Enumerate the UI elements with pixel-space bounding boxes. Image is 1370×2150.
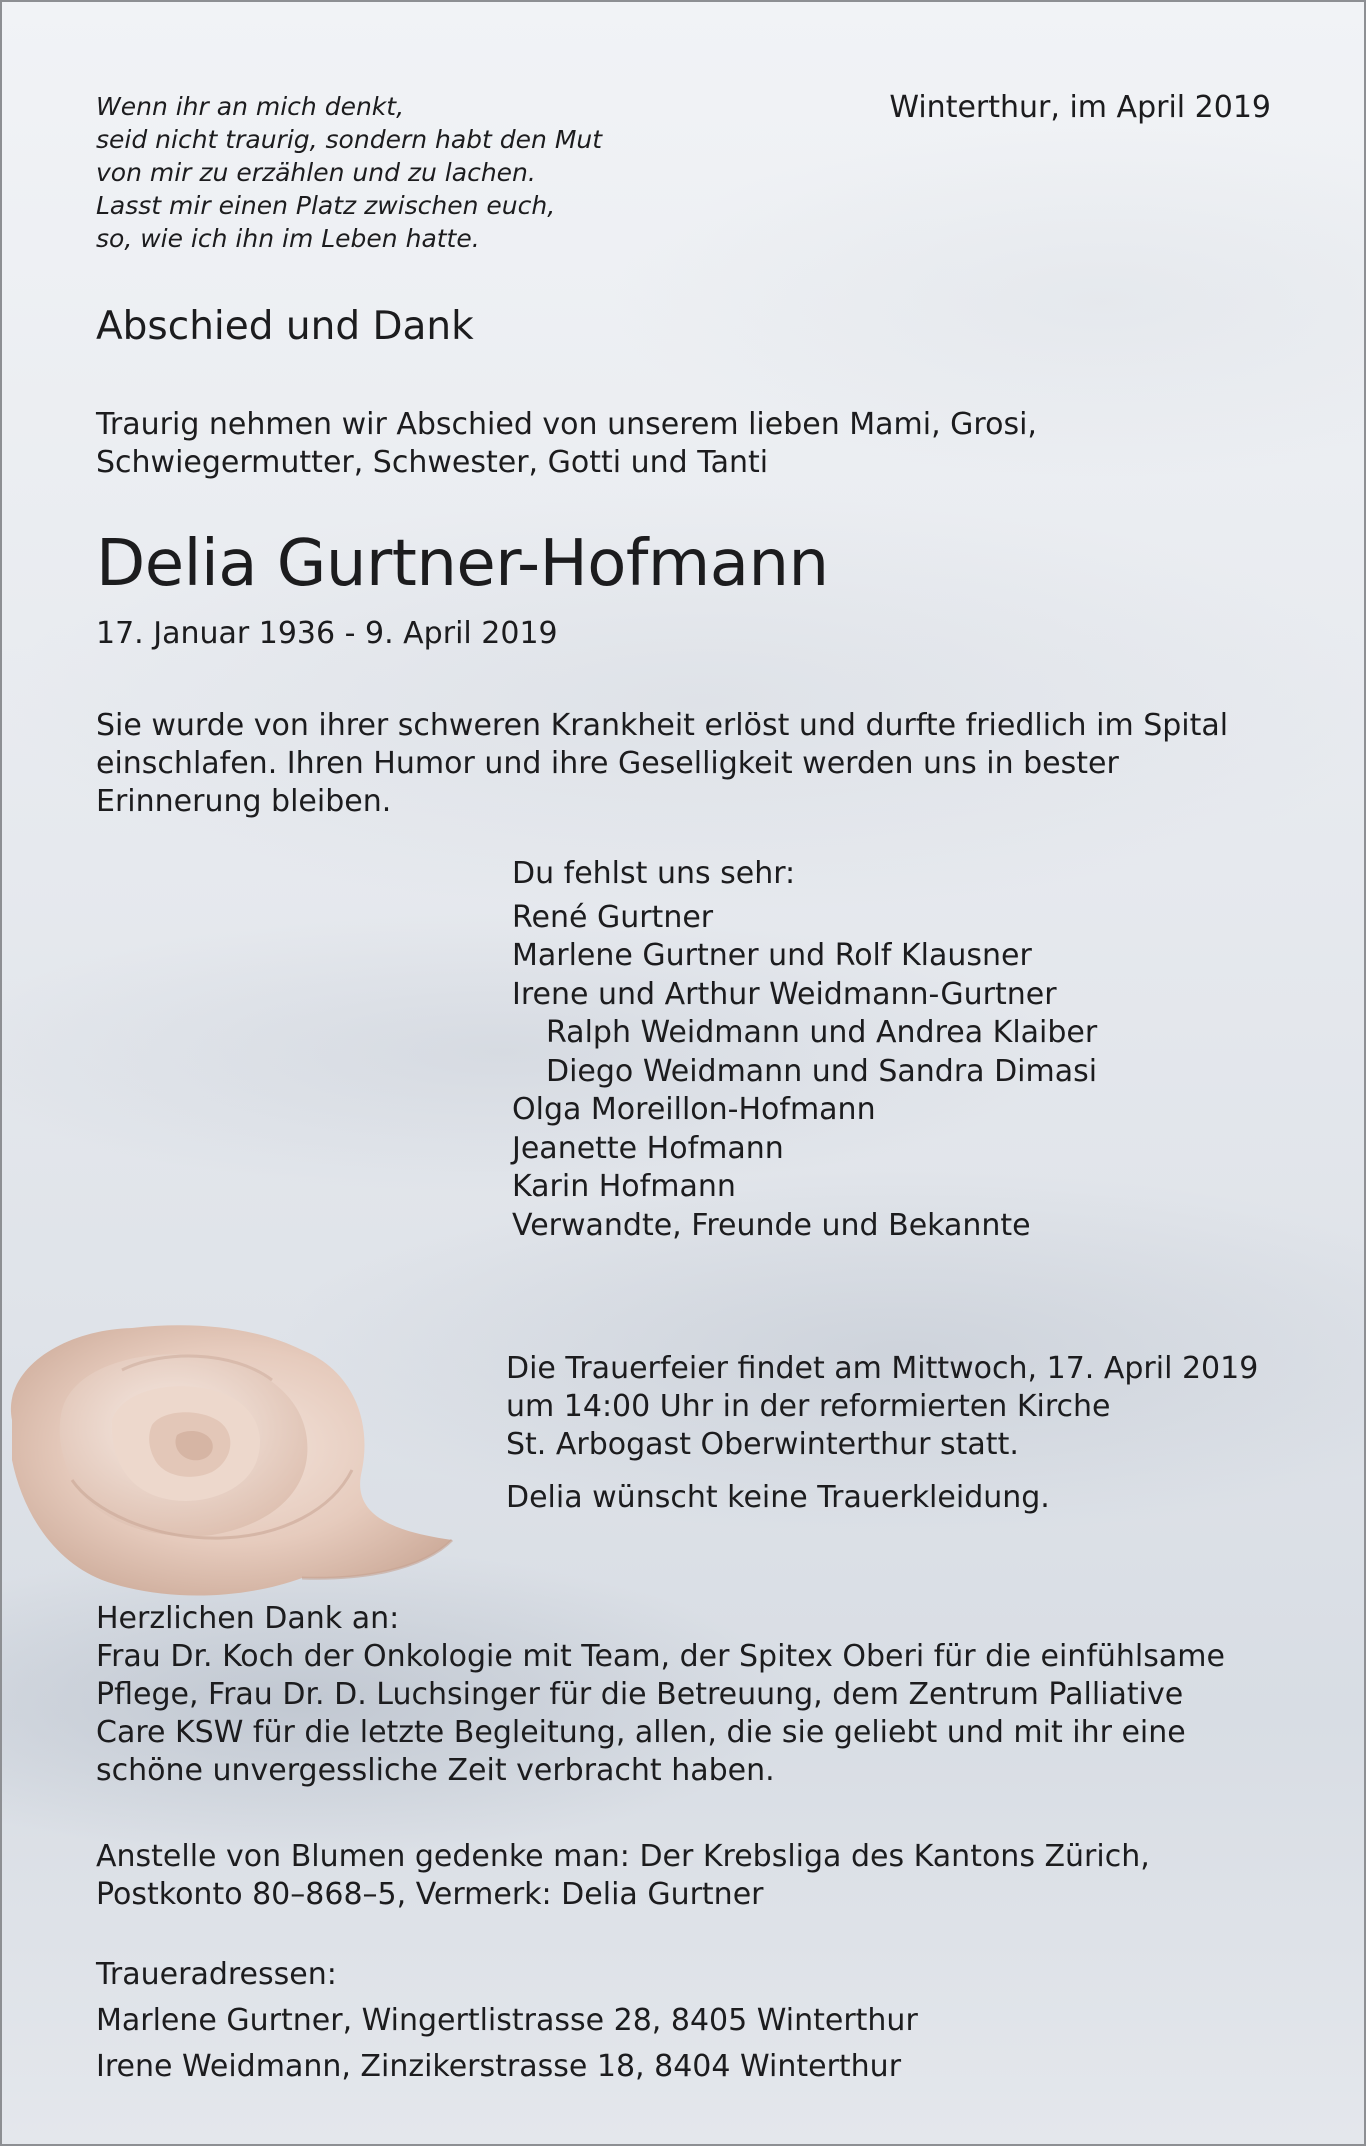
poem-line: von mir zu erzählen und zu lachen.: [96, 158, 536, 187]
rose-image: [2, 1310, 472, 1610]
mourner-name: Jeanette Hofmann: [512, 1130, 784, 1166]
thanks-line: schöne unvergessliche Zeit verbracht haben.: [96, 1753, 775, 1788]
mourner-name: Olga Moreillon-Hofmann: [512, 1092, 876, 1127]
funeral-line: St. Arbogast Oberwinterthur statt.: [506, 1427, 1019, 1462]
donation-note: [96, 1838, 1150, 1914]
mourner-name: René Gurtner: [512, 899, 714, 935]
body-text: [96, 707, 1228, 821]
mourner-name: Verwandte, Freunde und Bekannte: [512, 1207, 1031, 1243]
dateline: Winterthur, im April 2019: [889, 90, 1271, 125]
funeral-line: Die Trauerfeier findet am Mittwoch, 17. April 2019: [506, 1351, 1259, 1386]
deceased-name: Delia Gurtner-Hofmann: [96, 527, 829, 601]
poem-line: Wenn ihr an mich denkt,: [96, 92, 405, 121]
mourner-name: Ralph Weidmann und Andrea Klaiber: [546, 1015, 1098, 1050]
intro-line: Schwiegermutter, Schwester, Gotti und Tanti: [96, 445, 769, 480]
thanks-line: Frau Dr. Koch der Onkologie mit Team, der Spitex Oberi für die einfühlsame: [96, 1639, 1225, 1674]
life-dates: 17. Januar 1936 - 9. April 2019: [96, 616, 558, 651]
donation-line: Anstelle von Blumen gedenke man: Der Krebsliga des Kantons Zürich,: [96, 1839, 1150, 1874]
thanks-section: [96, 1600, 1225, 1790]
body-line: Sie wurde von ihrer schweren Krankheit erlöst und durfte friedlich im Spital: [96, 708, 1229, 743]
funeral-line: um 14:00 Uhr in der reformierten Kirche: [506, 1389, 1111, 1424]
donation-line: Postkonto 80–868–5, Vermerk: Delia Gurtner: [96, 1877, 764, 1912]
poem-line: seid nicht traurig, sondern habt den Mut: [96, 125, 603, 154]
thanks-line: Care KSW für die letzte Begleitung, allen, die sie geliebt und mit ihr eine: [96, 1715, 1186, 1750]
poem: [96, 90, 602, 255]
mourner-name: Marlene Gurtner und Rolf Klausner: [512, 938, 1032, 973]
body-line: Erinnerung bleiben.: [96, 784, 392, 819]
thanks-line: Pflege, Frau Dr. D. Luchsinger für die Betreuung, dem Zentrum Palliative: [96, 1677, 1184, 1712]
funeral-info: [506, 1350, 1258, 1464]
mourner-name: Irene und Arthur Weidmann-Gurtner: [512, 976, 1057, 1012]
address-line: Irene Weidmann, Zinzikerstrasse 18, 8404 Winterthur: [96, 2049, 902, 2084]
poem-line: Lasst mir einen Platz zwischen euch,: [96, 191, 556, 220]
mourners-heading: Du fehlst uns sehr:: [512, 856, 796, 891]
addresses-section: [96, 1952, 918, 2090]
heading: Abschied und Dank: [96, 304, 474, 349]
thanks-heading: Herzlichen Dank an:: [96, 1601, 400, 1636]
poem-line: so, wie ich ihn im Leben hatte.: [96, 224, 480, 253]
addresses-heading: Traueradressen:: [96, 1957, 337, 1992]
mourners-list: [512, 855, 1097, 1245]
mourner-name: Karin Hofmann: [512, 1169, 736, 1204]
intro-line: Traurig nehmen wir Abschied von unserem lieben Mami, Grosi,: [96, 407, 1037, 442]
address-line: Marlene Gurtner, Wingertlistrasse 28, 8405 Winterthur: [96, 2003, 918, 2038]
clothing-note: Delia wünscht keine Trauerkleidung.: [506, 1480, 1050, 1515]
body-line: einschlafen. Ihren Humor und ihre Geselligkeit werden uns in bester: [96, 746, 1119, 781]
mourner-name: Diego Weidmann und Sandra Dimasi: [546, 1053, 1098, 1089]
intro: [96, 406, 1037, 482]
